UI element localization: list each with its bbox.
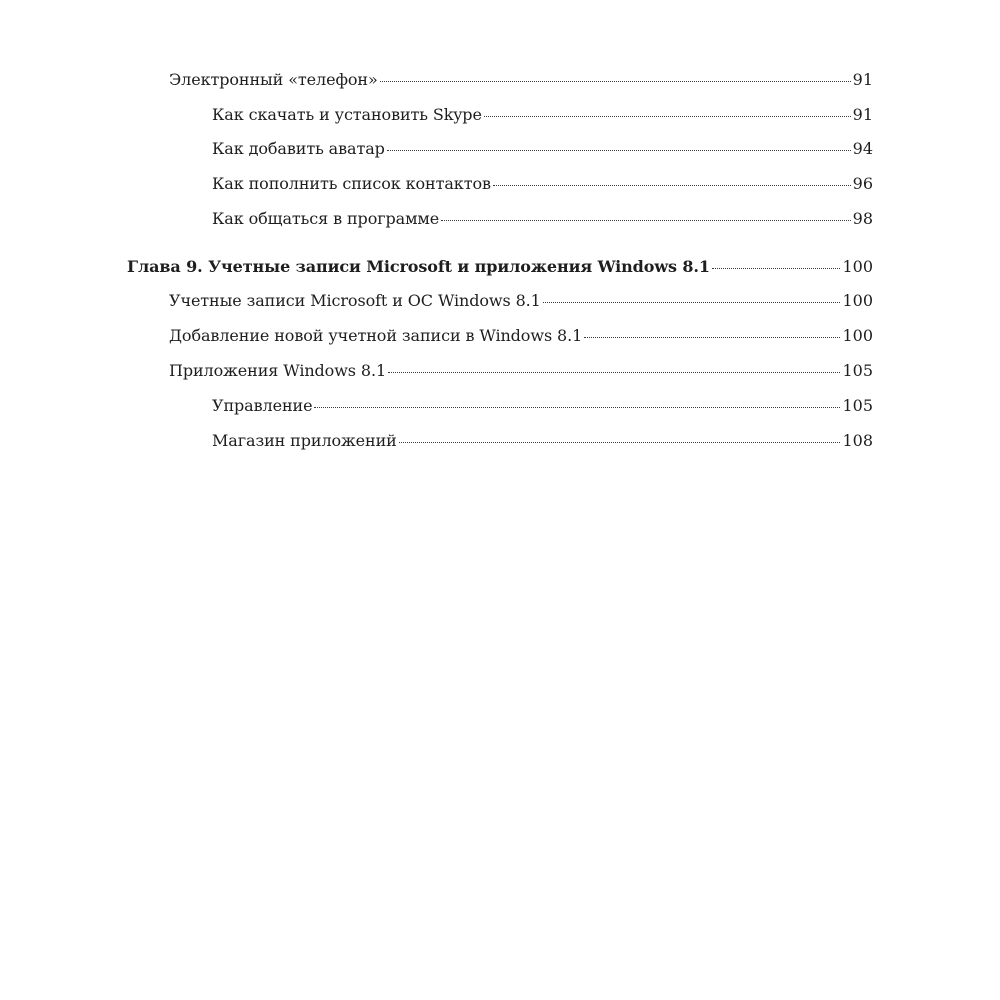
toc-entry-page: 105 [842,396,873,415]
toc-entry-add-avatar [212,139,873,159]
toc-entry-add-contacts [212,174,873,194]
toc-entry-app-store [212,431,873,451]
toc-entry-page: 96 [852,174,873,193]
dot-leader [314,393,840,408]
toc-entry-page: 100 [842,326,873,345]
toc-entry-install-skype [212,105,873,125]
toc-entry-page: 94 [852,139,873,158]
toc-entry-windows-apps [169,361,873,381]
toc-entry-title: Управление [212,396,313,415]
toc-entry-title: Приложения Windows 8.1 [169,361,387,380]
dot-leader [388,358,840,373]
toc-entry-title: Магазин приложений [212,431,397,450]
toc-entry-page: 98 [852,209,873,228]
toc-entry-page: 105 [842,361,873,380]
dot-leader [712,254,841,269]
dot-leader [441,206,850,221]
dot-leader [543,288,841,303]
toc-entry-management [212,396,873,416]
toc-entry-title: Учетные записи Microsoft и ОС Windows 8.1 [169,291,541,310]
dot-leader [380,67,851,82]
toc-entry-page: 108 [842,431,873,450]
dot-leader [493,171,851,186]
toc-entry-page: 100 [842,291,873,310]
toc-entry-title: Как скачать и установить Skype [212,105,482,124]
toc-entry-page: 91 [852,105,873,124]
toc-entry-electronic-phone [169,70,873,90]
toc-entry-page: 100 [842,257,873,276]
toc-entry-title: Электронный «телефон» [169,70,378,89]
toc-chapter-9 [127,257,873,277]
dot-leader [387,136,851,151]
dot-leader [399,428,841,443]
toc-entry-title: Как общаться в программе [212,209,440,228]
dot-leader [484,102,851,117]
toc-entry-chat-in-program [212,209,873,229]
dot-leader [584,323,840,338]
toc-entry-page: 91 [852,70,873,89]
toc-entry-title: Как добавить аватар [212,139,385,158]
toc-entry-title: Добавление новой учетной записи в Windows 8.1 [169,326,583,345]
toc-chapter-title: Глава 9. Учетные записи Microsoft и приложения Windows 8.1 [127,257,710,276]
toc-entry-microsoft-accounts [169,291,873,311]
toc-entry-add-account [169,326,873,346]
toc-entry-title: Как пополнить список контактов [212,174,491,193]
